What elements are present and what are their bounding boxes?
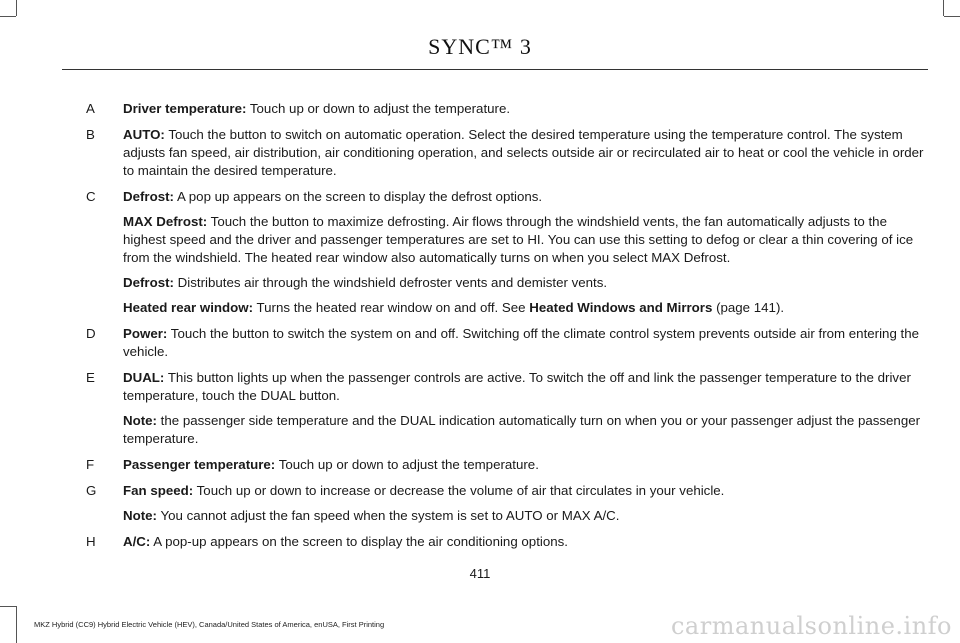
- item-label: Defrost:: [123, 189, 174, 204]
- item-label: Note:: [123, 413, 157, 428]
- item-label: Passenger temperature:: [123, 457, 276, 472]
- list-item: [86, 456, 926, 474]
- list-item: [86, 188, 926, 206]
- list-item: [86, 126, 926, 180]
- cross-reference-link[interactable]: Heated Windows and Mirrors: [529, 300, 713, 315]
- entry-list: [86, 100, 926, 559]
- item-text: the passenger side temperature and the DUAL indication automatically turn on when you or your passenger adjust the passenger temperature.: [123, 413, 921, 446]
- crop-mark-top-left-v: [16, 0, 17, 16]
- item-letter: A: [86, 101, 95, 116]
- crop-mark-bottom-left-h: [0, 606, 16, 607]
- crop-mark-top-left-h: [0, 16, 16, 17]
- item-label: Fan speed:: [123, 483, 194, 498]
- item-text: Touch up or down to increase or decrease the volume of air that circulates in your vehicle.: [193, 483, 725, 498]
- crop-mark-top-right-h: [944, 16, 960, 17]
- list-item: [86, 369, 926, 405]
- item-text: Touch the button to maximize defrosting. Air flows through the windshield vents, the fan automatically adjusts to the highest speed and the driver and passenger temperatures are set to HI. You can use this setting to defog or clear a thin covering of ice from the windshield. The heated rear window also automatically turns on when you select MAX Defrost.: [123, 214, 914, 265]
- list-item: [86, 100, 926, 118]
- item-label: Power:: [123, 326, 168, 341]
- item-letter: C: [86, 189, 96, 204]
- item-label: DUAL:: [123, 370, 165, 385]
- item-text: Touch the button to switch the system on and off. Switching off the climate control system prevents outside air from entering the vehicle.: [123, 326, 920, 359]
- crop-mark-top-right-v: [943, 0, 944, 16]
- item-text: Touch the button to switch on automatic operation. Select the desired temperature using the temperature control. The system adjusts fan speed, air distribution, air conditioning operation, and selects outside air or recirculated air to heat or cool the vehicle in order to maintain the desired temperature.: [123, 127, 924, 178]
- item-text: Touch up or down to adjust the temperature.: [246, 101, 511, 116]
- list-item: [86, 507, 926, 525]
- item-text: A pop up appears on the screen to display the defrost options.: [173, 189, 543, 204]
- item-text: This button lights up when the passenger controls are active. To switch the off and link the passenger temperature to the driver temperature, touch the DUAL button.: [123, 370, 911, 403]
- item-letter: H: [86, 534, 96, 549]
- list-item: [86, 412, 926, 448]
- item-letter: G: [86, 483, 97, 498]
- list-item: [86, 325, 926, 361]
- header-divider: [62, 69, 928, 70]
- item-text: A pop-up appears on the screen to display the air conditioning options.: [150, 534, 568, 549]
- item-letter: D: [86, 326, 96, 341]
- item-text: Turns the heated rear window on and off. See: [253, 300, 530, 315]
- item-text: Touch up or down to adjust the temperature.: [275, 457, 539, 472]
- page-header-title: SYNC™ 3: [428, 34, 532, 59]
- item-label: Heated rear window:: [123, 300, 254, 315]
- item-letter: F: [86, 457, 95, 472]
- item-letter: E: [86, 370, 95, 385]
- crop-mark-bottom-left-v: [16, 606, 17, 643]
- item-label: Driver temperature:: [123, 101, 247, 116]
- footer-text: MKZ Hybrid (CC9) Hybrid Electric Vehicle (HEV), Canada/United States of America, enUSA, First Printing: [34, 620, 385, 629]
- item-label: A/C:: [123, 534, 151, 549]
- item-label: Note:: [123, 508, 157, 523]
- list-item: [86, 299, 926, 317]
- watermark-logo: carmanualsonline.info: [670, 612, 952, 640]
- list-item: [86, 213, 926, 267]
- list-item: [86, 482, 926, 500]
- item-label: AUTO:: [123, 127, 165, 142]
- list-item: [86, 533, 926, 551]
- list-item: [86, 274, 926, 292]
- page-reference: (page 141).: [712, 300, 785, 315]
- item-label: MAX Defrost:: [123, 214, 208, 229]
- item-label: Defrost:: [123, 275, 174, 290]
- page-number: 411: [469, 566, 491, 581]
- item-text: Distributes air through the windshield defroster vents and demister vents.: [173, 275, 608, 290]
- item-text: You cannot adjust the fan speed when the system is set to AUTO or MAX A/C.: [156, 508, 620, 523]
- item-letter: B: [86, 127, 95, 142]
